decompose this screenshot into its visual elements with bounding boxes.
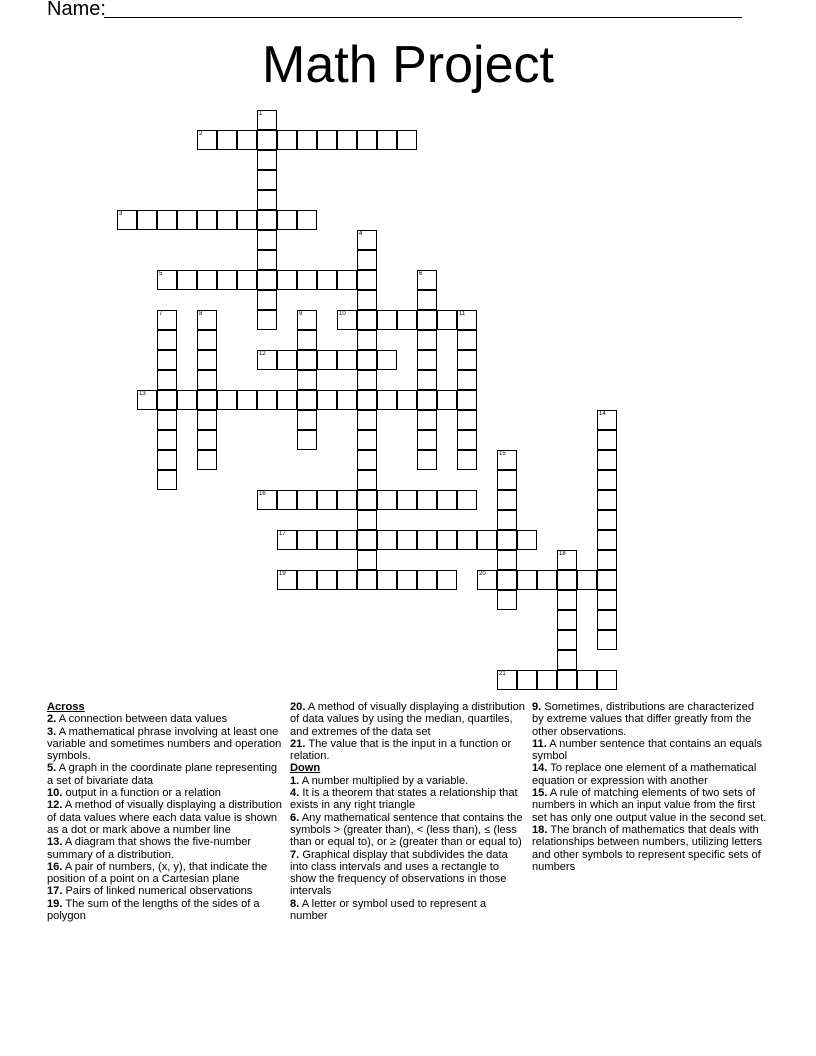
clue-down: 9. Sometimes, distributions are characterized by extreme values that differ greatly from the other observations. [532,701,754,738]
grid-cell[interactable] [277,490,297,510]
clue-down: 14. To replace one element of a mathematical equation or expression with another [532,762,757,787]
grid-cell[interactable] [297,530,317,550]
grid-cell[interactable] [457,350,477,370]
grid-cell[interactable] [377,490,397,510]
grid-cell[interactable] [597,550,617,570]
grid-cell[interactable] [357,250,377,270]
grid-cell[interactable] [137,210,157,230]
clue-across: 13. A diagram that shows the five-number summary of a distribution. [47,836,252,861]
grid-cell[interactable] [517,670,537,690]
grid-cell[interactable] [297,570,317,590]
grid-cell[interactable] [357,530,377,550]
grid-cell[interactable] [337,130,357,150]
grid-cell[interactable] [597,450,617,470]
grid-cell[interactable] [397,570,417,590]
grid-cell[interactable] [257,130,277,150]
clue-number: 11 [459,311,466,317]
clue-across: 10. output in a function or a relation [47,787,221,800]
grid-cell[interactable] [497,590,517,610]
grid-cell[interactable] [357,290,377,310]
clue-down: 18. The branch of mathematics that deals with relationships between numbers, utilizing letters and other symbols to represent specific sets of numbers [532,823,763,873]
clue-across: 17. Pairs of linked numerical observations [47,885,253,898]
grid-cell[interactable] [457,370,477,390]
grid-cell[interactable] [597,430,617,450]
grid-cell[interactable] [357,450,377,470]
grid-cell[interactable] [197,430,217,450]
grid-cell[interactable] [197,270,217,290]
clue-down: 15. A rule of matching elements of two sets of numbers in which an input value from the first set has only one output value in the second set. [532,787,767,824]
grid-cell[interactable] [417,450,437,470]
grid-cell[interactable] [277,350,297,370]
grid-cell[interactable] [197,370,217,390]
clue-number: 1 [259,111,263,117]
grid-cell[interactable] [197,350,217,370]
clue-number: 18 [559,551,566,557]
grid-cell[interactable] [597,570,617,590]
clue-across: 12. A method of visually displaying a distribution of data values where each data value is shown as a dot or mark above a number line [47,799,282,836]
clue-number: 2 [199,131,203,137]
grid-cell[interactable] [437,490,457,510]
grid-cell[interactable] [357,270,377,290]
grid-cell[interactable] [257,250,277,270]
grid-cell[interactable] [557,590,577,610]
grid-cell[interactable] [597,610,617,630]
clue-down: 6. Any mathematical sentence that contains the symbols > (greater than), < (less than), ≤ (less than or equal to), or ≥ (greater than or equal to) [290,811,523,849]
grid-cell[interactable] [457,490,477,510]
grid-cell[interactable] [297,490,317,510]
clue-number: 15 [499,451,506,457]
grid-cell[interactable] [337,270,357,290]
grid-cell[interactable] [417,410,437,430]
grid-cell[interactable] [177,390,197,410]
grid-cell[interactable] [197,410,217,430]
grid-cell[interactable] [397,390,417,410]
grid-cell[interactable] [157,370,177,390]
grid-cell[interactable] [417,530,437,550]
grid-cell[interactable] [357,510,377,530]
grid-cell[interactable] [417,290,437,310]
grid-cell[interactable] [177,270,197,290]
grid-cell[interactable] [597,470,617,490]
grid-cell[interactable] [557,650,577,670]
grid-cell[interactable] [337,390,357,410]
grid-cell[interactable] [597,630,617,650]
grid-cell[interactable] [297,390,317,410]
grid-cell[interactable] [157,450,177,470]
grid-cell[interactable] [377,130,397,150]
clue-number: 17 [279,531,286,537]
grid-cell[interactable] [297,130,317,150]
grid-cell[interactable] [597,510,617,530]
grid-cell[interactable] [417,570,437,590]
grid-cell[interactable] [217,270,237,290]
grid-cell[interactable] [397,530,417,550]
grid-cell[interactable] [257,310,277,330]
clue-across: 21. The value that is the input in a function or relation. [290,737,512,763]
grid-cell[interactable] [317,490,337,510]
grid-cell[interactable] [157,210,177,230]
grid-cell[interactable] [257,290,277,310]
grid-cell[interactable] [337,530,357,550]
clue-down: 7. Graphical display that subdivides the data into class intervals and uses a rectangle to show the frequency of observations in those intervals [290,848,508,898]
grid-cell[interactable] [497,550,517,570]
clue-column-3 [532,701,768,873]
clue-number: 21 [499,671,506,677]
grid-cell[interactable] [317,530,337,550]
grid-cell[interactable] [537,670,557,690]
grid-cell[interactable] [357,410,377,430]
clue-number: 20 [479,571,486,577]
grid-cell[interactable] [357,430,377,450]
grid-cell[interactable] [357,330,377,350]
grid-cell[interactable] [437,530,457,550]
grid-cell[interactable] [277,270,297,290]
grid-cell[interactable] [457,530,477,550]
grid-cell[interactable] [257,270,277,290]
grid-cell[interactable] [557,630,577,650]
grid-cell[interactable] [437,310,457,330]
down-heading: Down [290,762,321,775]
clue-across: 5. A graph in the coordinate plane representing a set of bivariate data [47,762,278,787]
grid-cell[interactable] [197,450,217,470]
grid-cell[interactable] [517,570,537,590]
grid-cell[interactable] [357,470,377,490]
grid-cell[interactable] [217,210,237,230]
grid-cell[interactable] [317,350,337,370]
grid-cell[interactable] [357,550,377,570]
grid-cell[interactable] [497,490,517,510]
grid-cell[interactable] [317,570,337,590]
grid-cell[interactable] [297,350,317,370]
clue-down: 11. A number sentence that contains an equals symbol [532,737,763,763]
clue-number: 7 [159,311,163,317]
grid-cell[interactable] [597,670,617,690]
grid-cell[interactable] [277,210,297,230]
grid-cell[interactable] [297,270,317,290]
clue-across: 16. A pair of numbers, (x, y), that indicate the position of a point on a Cartesian plane [47,860,268,886]
grid-cell[interactable] [497,470,517,490]
clue-number: 4 [359,231,363,237]
clue-number: 9 [299,311,303,317]
grid-cell[interactable] [397,130,417,150]
grid-cell[interactable] [157,390,177,410]
grid-cell[interactable] [437,390,457,410]
grid-cell[interactable] [317,390,337,410]
clue-number: 14 [599,411,606,417]
grid-cell[interactable] [557,610,577,630]
grid-cell[interactable] [157,470,177,490]
grid-cell[interactable] [537,570,557,590]
grid-cell[interactable] [417,390,437,410]
across-heading: Across [47,701,85,713]
grid-cell[interactable] [397,490,417,510]
grid-cell[interactable] [177,210,197,230]
grid-cell[interactable] [217,390,237,410]
grid-cell[interactable] [377,350,397,370]
grid-cell[interactable] [417,430,437,450]
grid-cell[interactable] [557,570,577,590]
grid-cell[interactable] [277,130,297,150]
clue-number: 12 [259,351,266,357]
clue-number: 3 [119,211,123,217]
grid-cell[interactable] [557,670,577,690]
clue-number: 5 [159,271,163,277]
grid-cell[interactable] [237,130,257,150]
clue-number: 6 [419,271,423,277]
grid-cell[interactable] [277,390,297,410]
grid-cell[interactable] [457,410,477,430]
grid-cell[interactable] [597,530,617,550]
grid-cell[interactable] [337,350,357,370]
grid-cell[interactable] [597,490,617,510]
clue-across: 20. A method of visually displaying a distribution of data values by using the median, quartiles, and extremes of the data set [290,701,525,738]
grid-cell[interactable] [497,570,517,590]
grid-cell[interactable] [257,190,277,210]
clue-across: 3. A mathematical phrase involving at least one variable and sometimes numbers and operation symbols. [47,725,282,763]
grid-cell[interactable] [257,230,277,250]
grid-cell[interactable] [357,350,377,370]
grid-cell[interactable] [217,130,237,150]
grid-cell[interactable] [417,350,437,370]
grid-cell[interactable] [377,310,397,330]
grid-cell[interactable] [597,590,617,610]
grid-cell[interactable] [577,670,597,690]
grid-cell[interactable] [417,370,437,390]
grid-cell[interactable] [357,370,377,390]
clue-down: 4. It is a theorem that states a relationship that exists in any right triangle [290,787,518,812]
grid-cell[interactable] [157,330,177,350]
grid-cell[interactable] [357,310,377,330]
clue-column-1 [47,701,283,922]
grid-cell[interactable] [417,310,437,330]
grid-cell[interactable] [257,390,277,410]
clue-down: 1. A number multiplied by a variable. [290,774,469,787]
grid-cell[interactable] [377,390,397,410]
grid-cell[interactable] [297,210,317,230]
grid-cell[interactable] [517,530,537,550]
grid-cell[interactable] [357,130,377,150]
clue-down: 8. A letter or symbol used to represent a number [290,897,487,923]
grid-cell[interactable] [197,210,217,230]
page-title: Math Project [262,36,554,94]
clue-across: 2. A connection between data values [47,713,228,726]
grid-cell[interactable] [457,450,477,470]
grid-cell[interactable] [337,570,357,590]
grid-cell[interactable] [197,390,217,410]
clue-across: 19. The sum of the lengths of the sides of a polygon [47,897,260,923]
grid-cell[interactable] [417,330,437,350]
grid-cell[interactable] [437,570,457,590]
clue-number: 19 [279,571,286,577]
grid-cell[interactable] [237,210,257,230]
clue-number: 13 [139,391,146,397]
grid-cell[interactable] [357,390,377,410]
grid-cell[interactable] [197,330,217,350]
grid-cell[interactable] [457,330,477,350]
grid-cell[interactable] [457,390,477,410]
clue-number: 16 [259,491,266,497]
clue-number: 10 [339,311,346,317]
grid-cell[interactable] [317,130,337,150]
grid-cell[interactable] [497,530,517,550]
grid-cell[interactable] [377,570,397,590]
grid-cell[interactable] [577,570,597,590]
grid-cell[interactable] [297,370,317,390]
grid-cell[interactable] [237,390,257,410]
grid-cell[interactable] [377,530,397,550]
grid-cell[interactable] [257,210,277,230]
grid-cell[interactable] [457,430,477,450]
clue-number: 8 [199,311,203,317]
grid-cell[interactable] [357,570,377,590]
grid-cell[interactable] [157,410,177,430]
grid-cell[interactable] [297,330,317,350]
grid-cell[interactable] [257,170,277,190]
grid-cell[interactable] [497,510,517,530]
grid-cell[interactable] [317,270,337,290]
grid-cell[interactable] [357,490,377,510]
grid-cell[interactable] [237,270,257,290]
grid-cell[interactable] [397,310,417,330]
name-label: Name: [47,0,106,20]
grid-cell[interactable] [417,490,437,510]
grid-cell[interactable] [157,430,177,450]
clue-column-2 [290,701,526,922]
grid-cell[interactable] [337,490,357,510]
grid-cell[interactable] [297,430,317,450]
grid-cell[interactable] [297,410,317,430]
grid-cell[interactable] [157,350,177,370]
grid-cell[interactable] [477,530,497,550]
grid-cell[interactable] [257,150,277,170]
